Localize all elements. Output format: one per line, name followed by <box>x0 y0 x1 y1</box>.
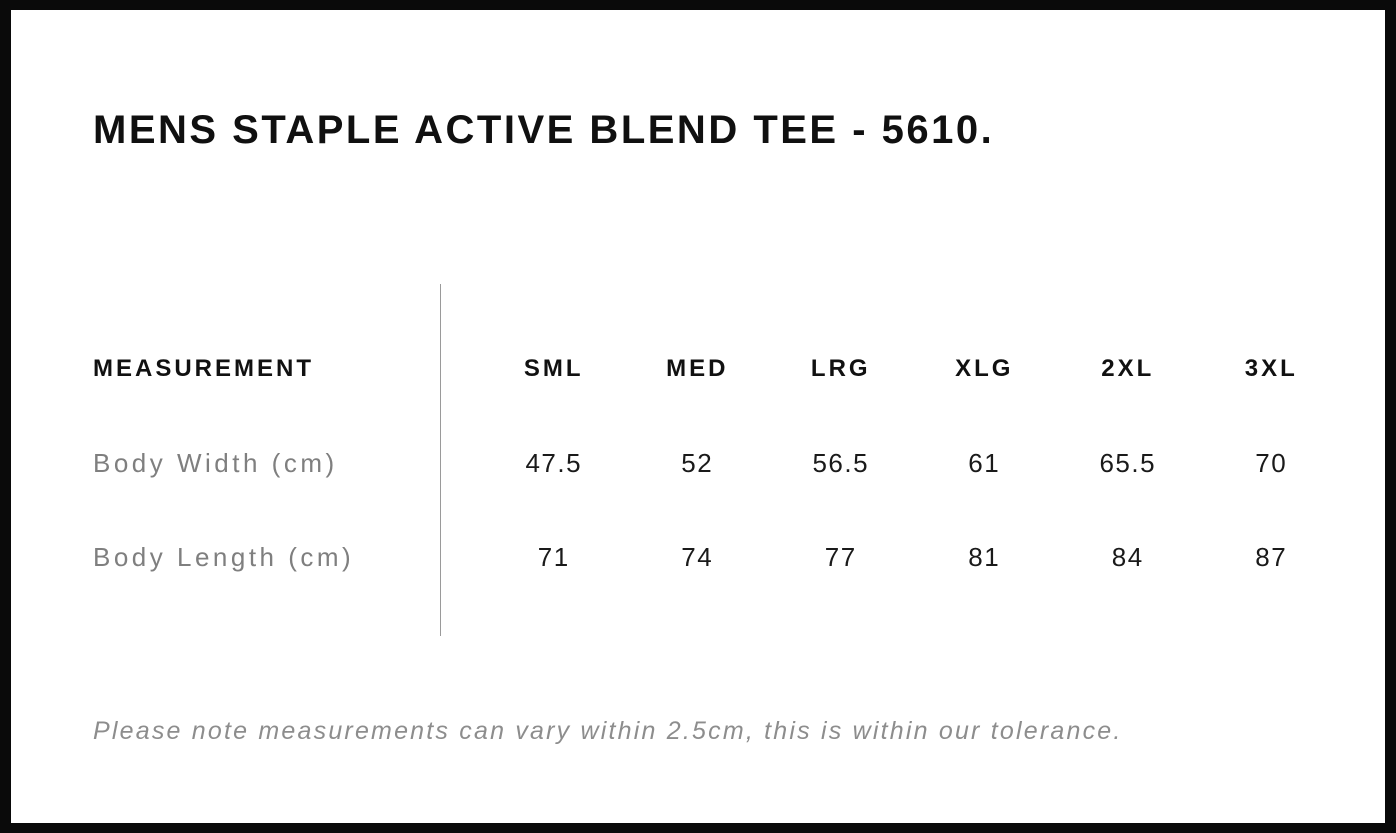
body-length-xlg: 81 <box>968 541 1001 572</box>
size-header-sml: SML <box>523 355 584 382</box>
body-length-lrg: 77 <box>824 541 857 572</box>
measurement-column-header: MEASUREMENT <box>93 355 315 382</box>
size-header-cells <box>440 355 1343 383</box>
body-length-med: 74 <box>681 541 714 572</box>
table-row-body-width <box>93 416 1343 510</box>
table-row-body-length <box>93 510 1343 604</box>
body-width-med: 52 <box>681 447 714 478</box>
body-length-3xl: 87 <box>1255 541 1288 572</box>
size-header-med: MED <box>666 355 729 382</box>
table-header-row <box>93 322 1343 416</box>
body-width-xlg: 61 <box>968 447 1001 478</box>
size-header-xlg: XLG <box>955 355 1014 382</box>
body-width-lrg: 56.5 <box>812 447 870 478</box>
body-length-cells <box>440 542 1343 573</box>
size-chart-table <box>93 322 1343 604</box>
body-length-sml: 71 <box>537 541 570 572</box>
row-label-body-length: Body Length (cm) <box>93 541 355 572</box>
size-header-3xl: 3XL <box>1244 355 1298 382</box>
body-length-2xl: 84 <box>1111 541 1144 572</box>
size-header-lrg: LRG <box>810 355 871 382</box>
body-width-sml: 47.5 <box>525 447 583 478</box>
size-header-2xl: 2XL <box>1101 355 1155 382</box>
body-width-2xl: 65.5 <box>1099 447 1157 478</box>
body-width-cells <box>440 448 1343 479</box>
tolerance-note: Please note measurements can vary within 2.5cm, this is within our tolerance. <box>93 717 1123 745</box>
body-width-3xl: 70 <box>1255 447 1288 478</box>
page-title: MENS STAPLE ACTIVE BLEND TEE - 5610. <box>93 108 995 152</box>
row-label-body-width: Body Width (cm) <box>93 447 338 478</box>
